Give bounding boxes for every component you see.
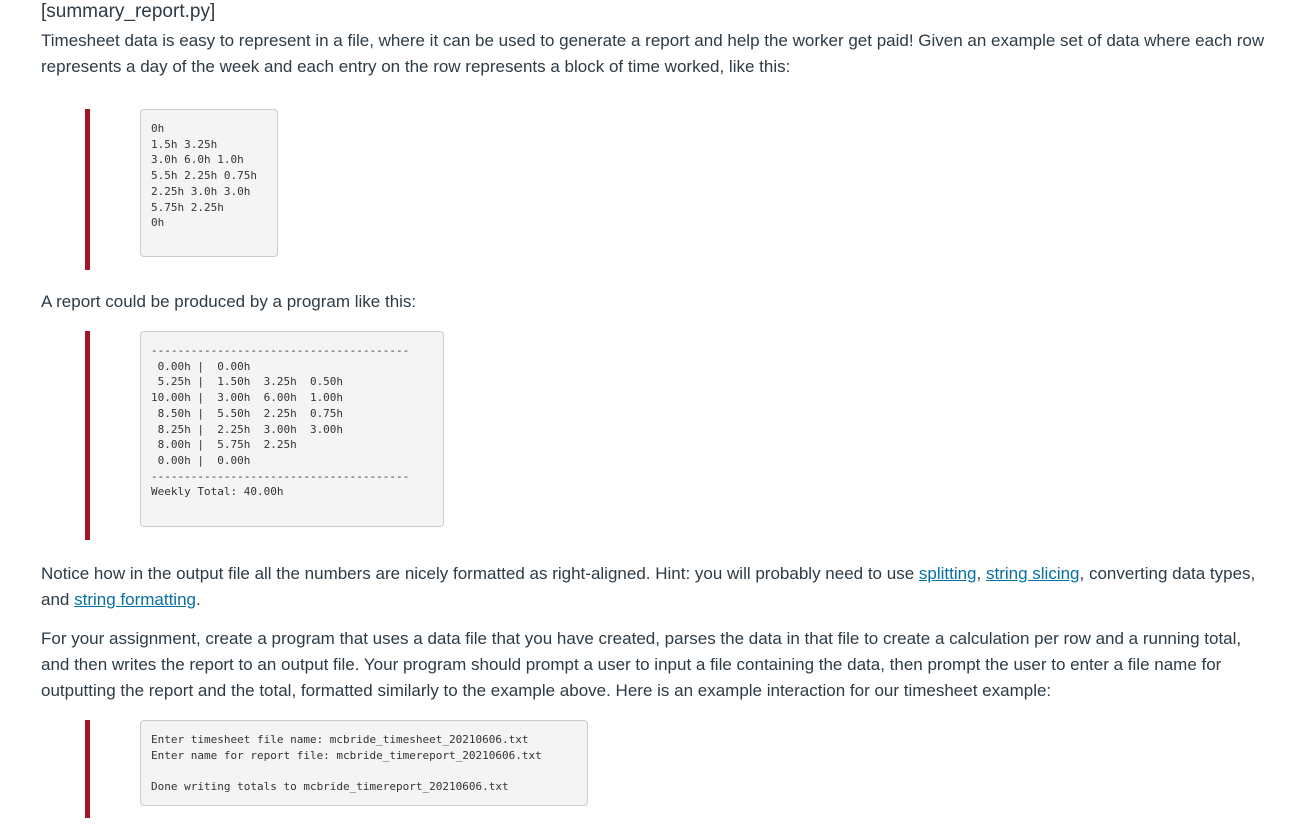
timesheet-data-code-block: 0h 1.5h 3.25h 3.0h 6.0h 1.0h 5.5h 2.25h 0.75h 2.25h 3.0h 3.0h 5.75h 2.25h 0h bbox=[140, 109, 278, 257]
notice-text: Notice how in the output file all the numbers are nicely formatted as right-aligned. Hint: you will probably need to use bbox=[41, 564, 919, 583]
interaction-example-code-block: Enter timesheet file name: mcbride_timesheet_20210606.txt Enter name for report file: mcbride_timereport_20210606.txt Done writing totals to mcbride_timereport_20210606.txt bbox=[140, 720, 588, 806]
string-slicing-link[interactable]: string slicing bbox=[985, 564, 1080, 583]
notice-text: . bbox=[195, 590, 201, 609]
intro-paragraph: Timesheet data is easy to represent in a file, where it can be used to generate a report and help the worker get paid! Given an example set of data where each row represents a day of the week and each entry on the row represents a block of time worked, like this: bbox=[41, 31, 1265, 76]
quote-bar bbox=[85, 331, 90, 540]
report-output-code-block: --------------------------------------- 0.00h | 0.00h 5.25h | 1.50h 3.25h 0.50h 10.00h | 3.00h 6.00h 1.00h 8.50h | 5.50h 2.25h 0.75h 8.25h | 2.25h 3.00h 3.00h 8.00h | 5.75h 2.25h 0.00h | 0.00h --------------------------------------- Weekly Total: 40.00h bbox=[140, 331, 444, 527]
string-formatting-link[interactable]: string formatting bbox=[74, 590, 196, 609]
notice-text: , converting data types, and bbox=[41, 564, 1256, 609]
notice-paragraph bbox=[41, 561, 1266, 613]
quote-bar bbox=[85, 720, 90, 818]
report-intro-paragraph: A report could be produced by a program like this: bbox=[41, 292, 417, 311]
comma-text: , bbox=[976, 564, 986, 583]
assignment-paragraph: For your assignment, create a program that uses a data file that you have created, parses the data in that file to create a calculation per row and a running total, and then writes the report to an output file. Your program should prompt a user to input a file containing the data, then prompt the user to enter a file name for outputting the report and the total, formatted similarly to the example above. Here is an example interaction for our timesheet example: bbox=[41, 629, 1242, 700]
quote-bar bbox=[85, 109, 90, 270]
page-title: [summary_report.py] bbox=[41, 1, 216, 22]
splitting-link[interactable]: splitting bbox=[918, 564, 977, 583]
